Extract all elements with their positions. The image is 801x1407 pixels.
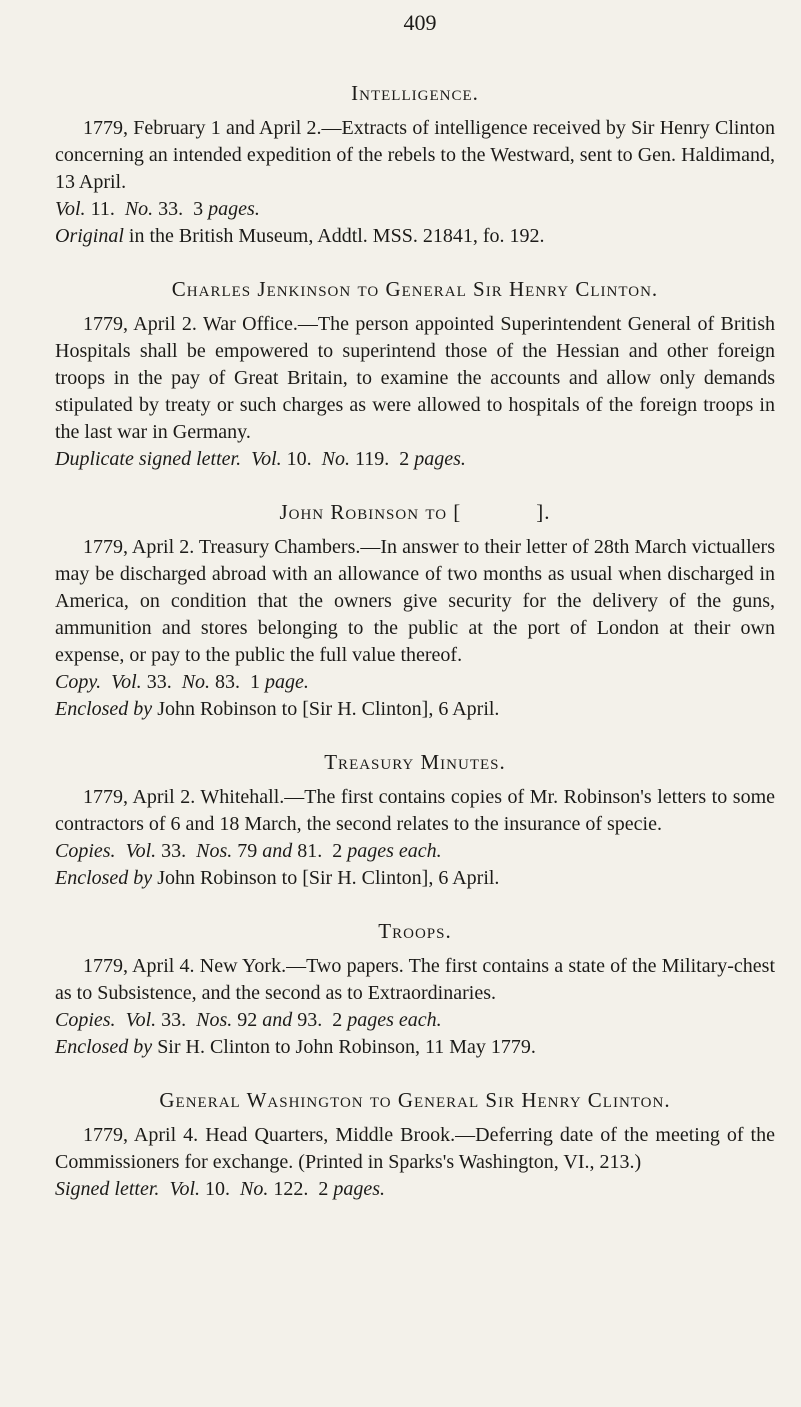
pages-label: pages each. bbox=[347, 1009, 442, 1031]
provenance-text: in the British Museum, Addtl. MSS. 21841, fo. 192. bbox=[123, 225, 545, 247]
vol-label: Vol. bbox=[251, 448, 282, 470]
no-label: No. bbox=[240, 1178, 269, 1200]
pages-number: 2 bbox=[399, 448, 410, 470]
provenance-lead: Original bbox=[55, 225, 124, 247]
no-number-second: 93. bbox=[297, 1009, 323, 1031]
no-number: 92 bbox=[237, 1009, 258, 1031]
entry-robinson-letter bbox=[55, 499, 775, 723]
no-number: 83. bbox=[215, 671, 241, 693]
pages-number: 1 bbox=[250, 671, 261, 693]
and-word: and bbox=[262, 840, 293, 862]
pages-number: 2 bbox=[318, 1178, 329, 1200]
pages-label: page. bbox=[265, 671, 309, 693]
no-number: 122. bbox=[273, 1178, 309, 1200]
entry-body: 1779, April 2. Whitehall.—The first contains copies of Mr. Robinson's letters to some contractors of 6 and 18 March, the second relates to the insurance of specie. bbox=[55, 786, 775, 835]
entry-enclosure bbox=[55, 1034, 775, 1061]
entry-body: 1779, April 4. Head Quarters, Middle Brook.—Deferring date of the meeting of the Commissioners for exchange. (Printed in Sparks's Washington, VI., 213.) bbox=[55, 1124, 775, 1173]
vol-number: 33. bbox=[161, 1009, 187, 1031]
no-number: 33. bbox=[158, 198, 184, 220]
entry-heading: Charles Jenkinson to General Sir Henry Clinton. bbox=[171, 277, 659, 301]
and-word: and bbox=[262, 1009, 293, 1031]
vol-number: 11. bbox=[90, 198, 115, 220]
enclosure-text: John Robinson to [Sir H. Clinton], 6 April. bbox=[152, 867, 500, 889]
document-type: Copy. bbox=[55, 671, 102, 693]
no-number-second: 81. bbox=[297, 840, 323, 862]
enclosure-lead: Enclosed by bbox=[55, 1036, 153, 1058]
entry-body: 1779, February 1 and April 2.—Extracts of intelligence received by Sir Henry Clinton concerning an intended expedition of the rebels to the Westward, sent to Gen. Haldimand, 13 April. bbox=[55, 117, 775, 193]
document-type: Duplicate signed letter. bbox=[55, 448, 242, 470]
vol-number: 33. bbox=[146, 671, 172, 693]
vol-number: 10. bbox=[205, 1178, 230, 1200]
entry-reference bbox=[55, 446, 775, 473]
enclosure-text: Sir H. Clinton to John Robinson, 11 May 1779. bbox=[152, 1036, 536, 1058]
entry-treasury-minutes bbox=[55, 749, 775, 892]
entry-jenkinson-to-clinton bbox=[55, 276, 775, 473]
pages-number: 3 bbox=[193, 198, 204, 220]
no-label: Nos. bbox=[196, 840, 233, 862]
pages-number: 2 bbox=[332, 840, 343, 862]
entry-troops bbox=[55, 918, 775, 1061]
entry-heading: General Washington to General Sir Henry Clinton. bbox=[159, 1088, 671, 1112]
entry-heading: Treasury Minutes. bbox=[324, 750, 506, 774]
no-label: No. bbox=[321, 448, 350, 470]
entry-reference bbox=[55, 196, 775, 223]
entry-body: 1779, April 4. New York.—Two papers. The first contains a state of the Military-chest as to Subsistence, and the second as to Extraordinaries. bbox=[55, 955, 775, 1004]
enclosure-lead: Enclosed by bbox=[55, 867, 153, 889]
entry-heading: John Robinson to [ ]. bbox=[279, 500, 551, 524]
vol-number: 10. bbox=[286, 448, 312, 470]
vol-number: 33. bbox=[161, 840, 187, 862]
vol-label: Vol. bbox=[111, 671, 142, 693]
no-number: 79 bbox=[237, 840, 258, 862]
pages-label: pages. bbox=[414, 448, 466, 470]
entry-reference bbox=[55, 1176, 775, 1203]
pages-label: pages each. bbox=[347, 840, 442, 862]
entry-heading: Troops. bbox=[378, 919, 452, 943]
entry-reference bbox=[55, 669, 775, 696]
document-type: Copies. bbox=[55, 1009, 116, 1031]
vol-label: Vol. bbox=[125, 840, 157, 862]
document-type: Signed letter. bbox=[55, 1178, 160, 1200]
entry-provenance bbox=[55, 223, 775, 250]
no-label: No. bbox=[124, 198, 154, 220]
pages-label: pages. bbox=[333, 1178, 386, 1200]
entry-heading: Intelligence. bbox=[351, 81, 479, 105]
enclosure-lead: Enclosed by bbox=[55, 698, 153, 720]
entry-intelligence bbox=[55, 80, 775, 250]
page-number: 409 bbox=[403, 10, 437, 35]
document-type: Copies. bbox=[55, 840, 116, 862]
vol-label: Vol. bbox=[55, 198, 86, 220]
entry-enclosure bbox=[55, 696, 775, 723]
pages-number: 2 bbox=[332, 1009, 343, 1031]
no-label: No. bbox=[181, 671, 211, 693]
enclosure-text: John Robinson to [Sir H. Clinton], 6 April. bbox=[152, 698, 500, 720]
entry-enclosure bbox=[55, 865, 775, 892]
entry-body: 1779, April 2. War Office.—The person appointed Superintendent General of British Hospitals shall be empowered to superintend those of the Hessian and other foreign troops in the pay of Great Britain, to examine the accounts and allow only demands stipulated by treaty or such charges as were allowed to hospitals of the foreign troops in the last war in Germany. bbox=[55, 313, 775, 443]
entry-reference bbox=[55, 1007, 775, 1034]
entry-washington-to-clinton bbox=[55, 1087, 775, 1203]
vol-label: Vol. bbox=[125, 1009, 157, 1031]
pages-label: pages. bbox=[208, 198, 260, 220]
vol-label: Vol. bbox=[169, 1178, 200, 1200]
no-number: 119. bbox=[354, 448, 390, 470]
no-label: Nos. bbox=[196, 1009, 233, 1031]
entry-reference bbox=[55, 838, 775, 865]
entry-body: 1779, April 2. Treasury Chambers.—In answer to their letter of 28th March victuallers may be discharged abroad with an allowance of two months as usual when discharged in America, on condition that the owners give security for the delivery of the guns, ammunition and stores belonging to the public at the port of London at their own expense, or pay to the public the full value thereof. bbox=[55, 536, 775, 666]
